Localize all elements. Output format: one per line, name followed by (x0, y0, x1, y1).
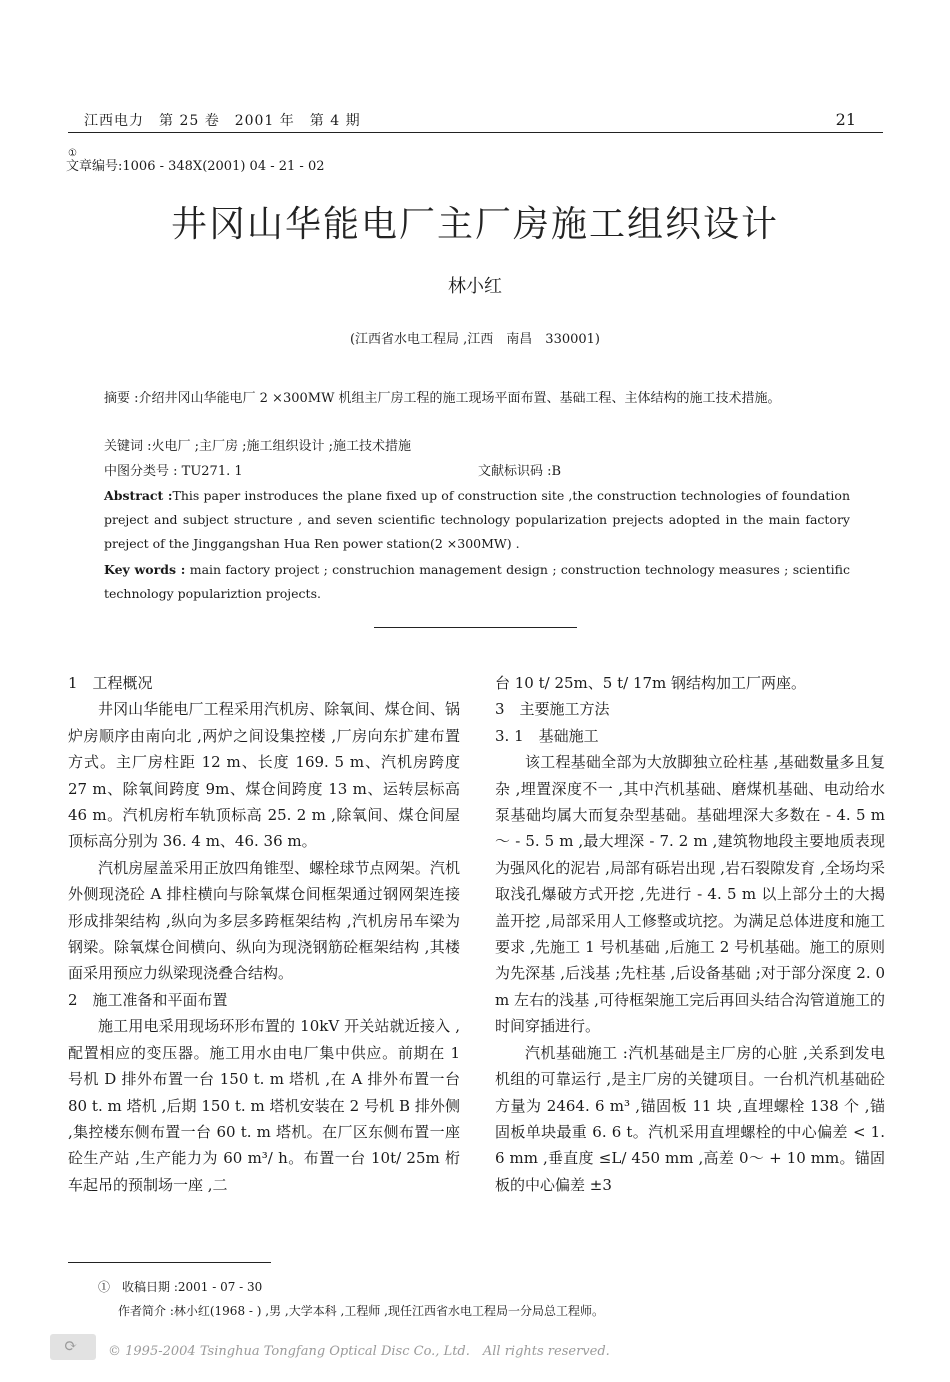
body-paragraph: 汽机房屋盖采用正放四角锥型、螺栓球节点网架。汽机外侧现浇砼 A 排柱横向与除氧煤仓间框架通过钢网架连接形成排架结构 ,纵向为多层多跨框架结构 ,汽机房吊车梁为钢梁。除氧煤仓间横向、纵向为现浇钢筋砼框架结构 ,其楼面采用预应力纵梁现浇叠合结构。 (68, 858, 460, 983)
abstract-english-label: Abstract : (104, 488, 173, 503)
footnote-received-date: ① 收稿日期 :2001 - 07 - 30 (98, 1280, 263, 1294)
keywords-english-text: main factory project ; construchion management design ; construction technology measures ; scientific technology populariztion projects. (104, 562, 850, 601)
page-number: 21 (835, 110, 856, 129)
body-paragraph: 汽机基础施工 :汽机基础是主厂房的心脏 ,关系到发电机组的可靠运行 ,是主厂房的关键项目。一台机汽机基础砼方量为 2464. 6 m³ ,锚固板 11 块 ,直埋螺栓 138 个 ,锚固板单块最重 6. 6 t。汽机采用直埋螺栓的中心偏差 < 1. 6 mm ,垂直度 ≤L/ 450 mm ,高差 0～ + 10 mm。锚固板的中心偏差 ±3 (495, 1043, 885, 1194)
classification-number: 中图分类号 : TU271. 1 (104, 464, 243, 479)
keywords-chinese: 关键词 :火电厂 ;主厂房 ;施工组织设计 ;施工技术措施 (104, 439, 412, 454)
section-heading: 3 主要施工方法 (495, 700, 610, 719)
author-name: 林小红 (448, 276, 502, 297)
body-continuation: 台 10 t/ 25m、5 t/ 17m 钢结构加工厂两座。 (495, 674, 807, 692)
abstract-english-text: This paper instroduces the plane fixed up of construction site ,the construction technologies of foundation preject and subject structure , and seven scientific technology popularization prejects adopted in the main factory preject of the Jinggangshan Hua Ren power station(2 ×300MW) . (104, 488, 850, 551)
header-rule (68, 132, 883, 133)
paper-title: 井冈山华能电厂主厂房施工组织设计 (170, 204, 779, 245)
body-paragraph: 施工用电采用现场环形布置的 10kV 开关站就近接入 ,配置相应的变压器。施工用水由电厂集中供应。前期在 1 号机 D 排外布置一台 150 t. m 塔机 ,在 A 排外布置一台 80 t. m 塔机 ,后期 150 t. m 塔机安装在 2 号机 B 排外侧 ,集控楼东侧布置一台 60 t. m 塔机。在厂区东侧布置一座砼生产站 ,生产能力为 60 m³/ h。布置一台 10t/ 25m 桁车起吊的预制场一座 ,二 (68, 1017, 460, 1194)
running-head: 江西电力 第 25 卷 2001 年 第 4 期 (84, 113, 361, 129)
copyright-notice: © 1995-2004 Tsinghua Tongfang Optical Disc Co., Ltd. All rights reserved. (108, 1344, 610, 1359)
document-code: 文献标识码 :B (478, 464, 562, 479)
keywords-english (104, 558, 850, 606)
section-heading: 1 工程概况 (68, 674, 153, 692)
keywords-english-label: Key words : (104, 562, 186, 577)
body-column-left (68, 670, 460, 1198)
footnote-rule (68, 1262, 271, 1263)
body-paragraph: 井冈山华能电厂工程采用汽机房、除氧间、煤仓间、锅炉房顺序由南向北 ,两炉之间设集控楼 ,厂房向东扩建布置方式。主厂房柱距 12 m、长度 169. 5 m、汽机房跨度 27 m、除氧间跨度 9m、煤仓间跨度 13 m、运转层标高 46 m。汽机房桁车轨顶标高 25. 2 m ,除氧间、煤仓间屋顶标高分别为 36. 4 m、46. 36 m。 (68, 700, 460, 851)
body-paragraph: 该工程基础全部为大放脚独立砼柱基 ,基础数量多且复杂 ,埋置深度不一 ,其中汽机基础、磨煤机基础、电动给水泵基础均属大而复杂型基础。基础埋深大多数在 - 4. 5 m～ - 5. 5 m ,最大埋深 - 7. 2 m ,建筑物地段主要地质表现为强风化的泥岩 ,局部有砾岩出现 ,岩石裂隙发育 ,全场均采取浅孔爆破方式开挖 ,先进行 - 4. 5 m 以上部分土的大揭盖开挖 ,局部采用人工修整或坑挖。为满足总体进度和施工要求 ,先施工 1 号机基础 ,后施工 2 号机基础。施工的原则为先深基 ,后浅基 ;先柱基 ,后设备基础 ;对于部分深度 2. 0 m 左右的浅基 ,可待框架施工完后再回头结合沟管道施工的时间穿插进行。 (495, 753, 885, 1036)
author-affiliation: (江西省水电工程局 ,江西 南昌 330001) (349, 332, 601, 347)
abstract-chinese: 摘要 :介绍井冈山华能电厂 2 ×300MW 机组主厂房工程的施工现场平面布置、基础工程、主体结构的施工技术措施。 (104, 391, 781, 406)
article-number: 文章编号:1006 - 348X(2001) 04 - 21 - 02 (66, 159, 325, 174)
section-heading: 2 施工准备和平面布置 (68, 990, 228, 1009)
abstract-english (104, 484, 850, 556)
publisher-logo-icon: ⟳ (50, 1334, 96, 1360)
body-column-right (495, 670, 885, 1198)
footnote-marker: ① (68, 148, 77, 159)
subsection-heading: 3. 1 基础施工 (495, 726, 599, 745)
footnote-author-bio: 作者简介 :林小红(1968 - ) ,男 ,大学本科 ,工程师 ,现任江西省水电工程局一分局总工程师。 (118, 1304, 604, 1318)
section-divider (374, 627, 577, 628)
